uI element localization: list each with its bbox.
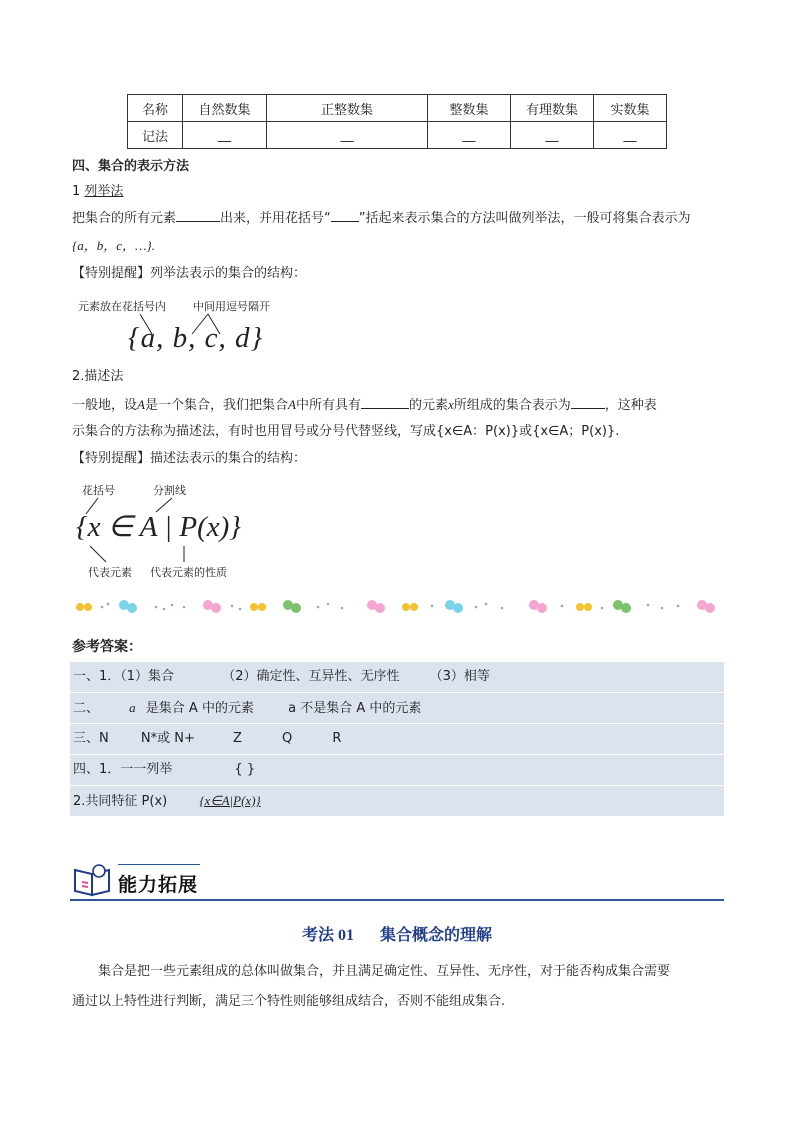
text-span: A <box>137 397 145 412</box>
method-title: 集合概念的理解 <box>380 927 493 944</box>
answers-title: 参考答案： <box>72 639 142 655</box>
paragraph-line <box>72 208 691 229</box>
answer-text: 2.共同特征 P(x) <box>73 794 168 809</box>
table-cell: 名称 <box>128 95 183 122</box>
answer-row <box>70 786 724 817</box>
table-cell: __ <box>267 122 428 149</box>
answer-text: 三、N <box>73 731 109 746</box>
book-icon <box>72 862 114 898</box>
answer-text: R <box>332 731 342 746</box>
text-span: A <box>287 397 296 412</box>
diagram-label: 中间用逗号隔开 <box>193 300 270 313</box>
paragraph-line <box>72 395 657 416</box>
fill-blank <box>176 208 220 222</box>
number-set-table <box>127 94 667 149</box>
answer-text: （3）相等 <box>429 669 490 684</box>
answer-text: 是集合 A 中的元素 <box>145 701 254 716</box>
answer-text: 四、1．一一列举 <box>73 762 173 777</box>
text-span: 中所有具有 <box>295 398 361 413</box>
diagram-label: 代表元素的性质 <box>150 566 227 579</box>
diagram-label: 花括号 <box>82 484 115 497</box>
diagram-label: 代表元素 <box>88 566 132 579</box>
table-row <box>128 122 667 149</box>
paragraph-line: {a，b，c，…}. <box>72 238 155 253</box>
answer-text: 一、1．（1）集合 <box>73 669 175 684</box>
tip-label: 【特别提醒】 <box>72 451 151 466</box>
fill-blank <box>571 395 605 409</box>
table-cell: 有理数集 <box>511 95 594 122</box>
text-span: ”括起来表示集合的方法叫做列举法，一般可将集合表示为 <box>358 211 691 226</box>
answer-row <box>70 724 724 755</box>
method-heading <box>0 922 794 945</box>
answer-row <box>70 693 724 724</box>
diagram-label: 分割线 <box>153 484 186 497</box>
table-cell: __ <box>183 122 267 149</box>
answer-text: a 不是集合 A 中的元素 <box>288 701 422 716</box>
tip-line <box>72 264 306 284</box>
subsection-title-text: 列举法 <box>84 184 124 199</box>
paragraph-line: 通过以上特性进行判断，满足三个特性则能够组成结合，否则不能组成集合. <box>72 994 506 1009</box>
text-span: x <box>447 397 454 412</box>
arrow-line <box>90 546 106 562</box>
tip-text: 描述法表示的集合的结构： <box>150 451 307 466</box>
fill-blank <box>361 395 409 409</box>
tip-line <box>72 449 306 469</box>
table-cell: 正整数集 <box>267 95 428 122</box>
answer-text: { } <box>234 762 256 777</box>
banner-rule <box>118 864 200 865</box>
subsection-title <box>72 182 123 202</box>
table-header-row <box>128 95 667 122</box>
table-cell: 自然数集 <box>183 95 267 122</box>
answer-text: Z <box>233 731 242 746</box>
answer-text: （2）确定性、互异性、无序性 <box>222 669 400 684</box>
section-heading: 四、集合的表示方法 <box>72 159 190 174</box>
text-span: 的元素 <box>408 398 448 413</box>
tip-text: 列举法表示的集合的结构： <box>150 266 307 281</box>
answer-text: a <box>129 700 136 715</box>
paragraph-line: 集合是把一些元素组成的总体叫做集合，并且满足确定性、互异性、无序性，对于能否构成集合需要 <box>98 964 671 979</box>
fill-blank <box>331 208 359 222</box>
butterfly-decoration-icon <box>72 596 722 618</box>
table-cell: __ <box>428 122 511 149</box>
table-cell: 整数集 <box>428 95 511 122</box>
table-cell: 实数集 <box>594 95 667 122</box>
text-span: 一般地，设 <box>72 398 138 413</box>
text-span: 出来，并用花括号“ <box>220 211 331 226</box>
tip-label: 【特别提醒】 <box>72 266 151 281</box>
answer-row <box>70 662 724 693</box>
answer-text: {x∈A|P(x)} <box>199 793 261 808</box>
banner-rule <box>70 899 724 901</box>
method-label: 考法 01 <box>301 927 354 944</box>
text-span: ，这种表 <box>604 398 657 413</box>
text-span: 把集合的所有元素 <box>72 211 177 226</box>
text-span: 是一个集合，我们把集合 <box>144 398 288 413</box>
formula-list-notation: {a, b, c, d} <box>128 322 264 354</box>
table-cell: 记法 <box>128 122 183 149</box>
table-cell: __ <box>594 122 667 149</box>
formula-set-builder: {x ∈ A | P(x)} <box>76 511 241 543</box>
diagram-label: 元素放在花括号内 <box>78 300 166 313</box>
subsection-number: 1 <box>72 184 85 199</box>
subsection-title: 2.描述法 <box>72 369 124 384</box>
text-span: 所组成的集合表示为 <box>453 398 571 413</box>
answer-text: Q <box>282 731 293 746</box>
answer-text: N*或 N+ <box>140 731 195 746</box>
section-banner-title: 能力拓展 <box>118 874 199 896</box>
table-cell: __ <box>511 122 594 149</box>
paragraph-line: 示集合的方法称为描述法，有时也用冒号或分号代替竖线，写成{x∈A：P(x)}或{x∈A；P(x)}. <box>72 424 620 439</box>
answer-row <box>70 755 724 786</box>
answer-text: 二、 <box>73 701 100 716</box>
answer-box <box>70 662 724 817</box>
